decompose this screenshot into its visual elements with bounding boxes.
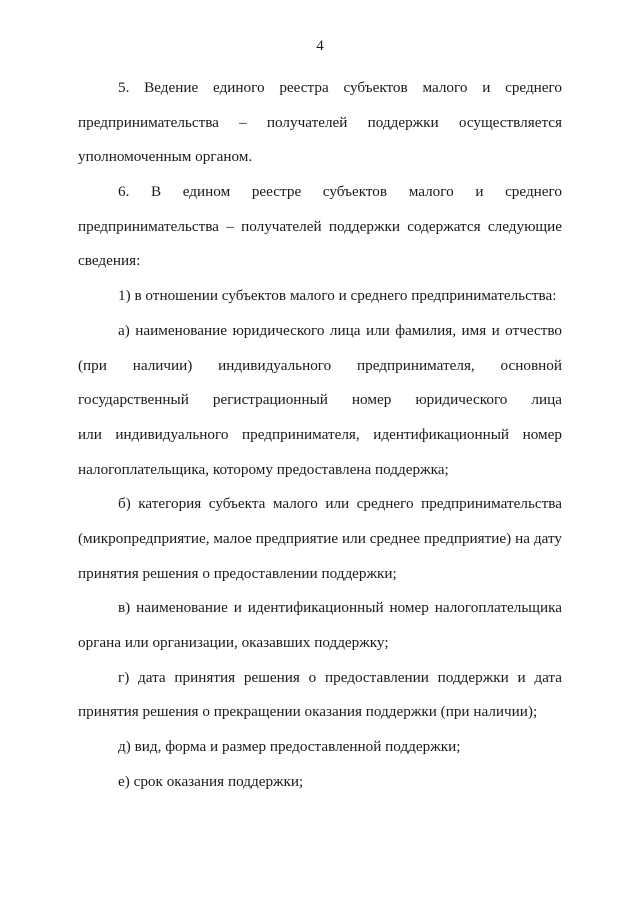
- sub-item-b: [78, 487, 562, 591]
- text-line: сведения:: [78, 252, 141, 270]
- text-line: (микропредприятие, малое предприятие или среднее предприятие) на дату: [78, 529, 562, 547]
- sub-item-a: [78, 314, 562, 487]
- paragraph-6: [78, 175, 562, 279]
- sub-item-g: [78, 661, 562, 730]
- text-line: 1) в отношении субъектов малого и среднего предпринимательства:: [118, 287, 557, 305]
- sub-item-v: [78, 591, 562, 660]
- text-line: государственный регистрационный номер юридического лица: [78, 391, 562, 409]
- text-line: 6. В едином реестре субъектов малого и среднего: [118, 183, 562, 201]
- text-line: б) категория субъекта малого или среднего предпринимательства: [118, 495, 562, 513]
- text-line: (при наличии) индивидуального предпринимателя, основной: [78, 356, 562, 374]
- text-line: уполномоченным органом.: [78, 148, 253, 166]
- paragraph-5: [78, 71, 562, 175]
- text-line: 5. Ведение единого реестра субъектов малого и среднего: [118, 79, 562, 96]
- text-line: предпринимательства – получателей поддержки осуществляется: [78, 113, 562, 131]
- text-line: в) наименование и идентификационный номер налогоплательщика: [118, 599, 562, 617]
- text-line: органа или организации, оказавших поддержку;: [78, 634, 389, 651]
- document-body: [78, 71, 562, 799]
- page-number: 4: [316, 38, 324, 54]
- text-line: г) дата принятия решения о предоставлении поддержки и дата: [118, 668, 562, 686]
- text-line: или индивидуального предпринимателя, идентификационный номер: [78, 425, 562, 443]
- text-line: налогоплательщика, которому предоставлена поддержка;: [78, 460, 449, 478]
- text-line: а) наименование юридического лица или фамилия, имя и отчество: [118, 321, 562, 339]
- text-line: е) срок оказания поддержки;: [118, 772, 304, 790]
- sub-item-e: [78, 765, 562, 800]
- sub-item-d: [78, 730, 562, 765]
- text-line: предпринимательства – получателей поддержки содержатся следующие: [78, 217, 562, 235]
- list-item-1: [78, 279, 562, 314]
- text-line: д) вид, форма и размер предоставленной поддержки;: [118, 738, 461, 756]
- text-line: принятия решения о предоставлении поддержки;: [78, 564, 397, 582]
- text-line: принятия решения о прекращении оказания поддержки (при наличии);: [78, 703, 538, 721]
